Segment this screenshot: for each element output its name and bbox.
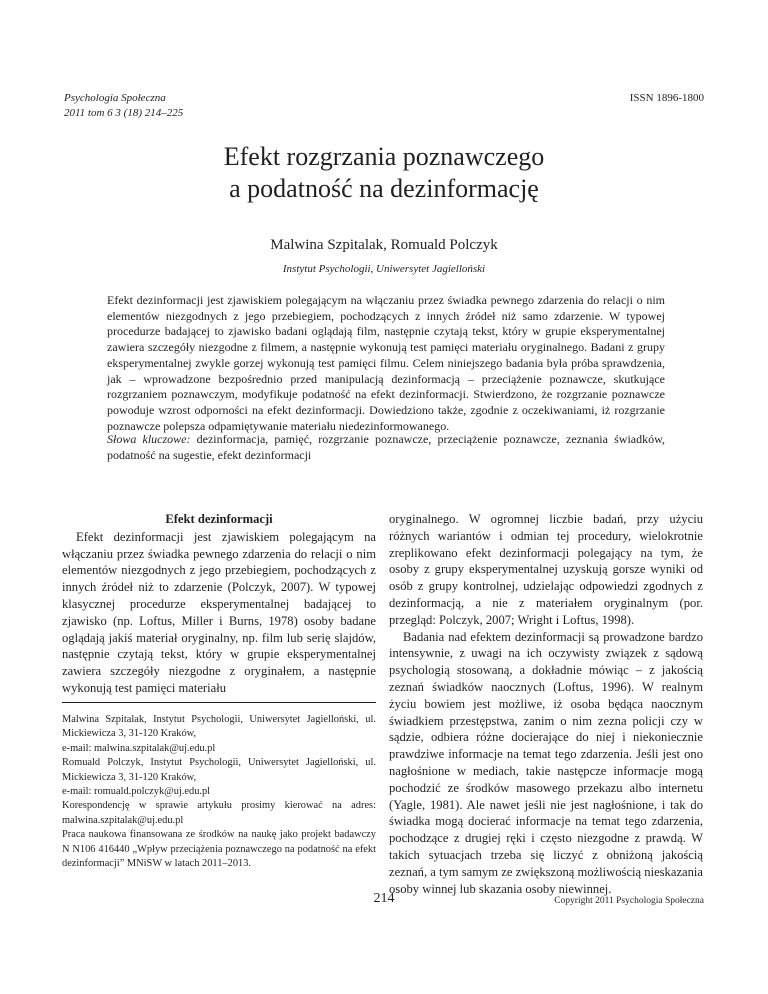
abstract: Efekt dezinformacji jest zjawiskiem polegającym na włączaniu przez świadka pewnego zdarzenia do relacji o nim elementów niezgodnych z jego przebiegiem, pochodzących z innych źródeł niż samo zdarzenie. W typowej procedurze badającej to zjawisko badani oglądają film, następnie czytają tekst, który w grupie eksperymentalnej zawiera szczegóły niezgodne z filmem, a następnie wykonują test pamięci materiału oryginalnego. Badani z grupy eksperymentalnej zwykle gorzej wykonują test pamięci filmu. Celem niniejszego badania była próba sprawdzenia, jak – wprowadzone bezpośrednio przed manipulacją dezinformacją – przeciążenie poznawcze, skutkujące rozgrzaniem poznawczym, modyfikuje podatność na efekt dezinformacji. Stwierdzono, że rozgrzanie poznawcze powoduje wzrost odporności na efekt dezinformacji. Dowiedziono także, zgodnie z oczekiwaniami, iż rozgrzanie poznawcze polepsza odpamiętywanie materiału niedezinformowanego. xyxy=(107,293,665,433)
journal-name: Psychologia Społeczna xyxy=(64,92,166,104)
affiliation: Instytut Psychologii, Uniwersytet Jagielloński xyxy=(282,263,486,275)
authors: Malwina Szpitalak, Romuald Polczyk xyxy=(270,237,498,253)
journal-info xyxy=(64,91,183,121)
footnote xyxy=(62,713,376,871)
copyright: Copyright 2011 Psychologia Społeczna xyxy=(554,896,704,906)
footnote-line: Praca naukowa finansowana ze środków na naukę jako projekt badawczy N N106 416440 „Wpływ przeciążenia poznawczego na podatność na efekt dezinformacji” MNiSW w latach 2011–2013. xyxy=(62,829,376,870)
footnote-line: Korespondencję w sprawie artykułu prosimy kierować na adres: malwina.szpitalak@uj.edu.pl xyxy=(62,800,376,826)
footnote-divider xyxy=(62,702,376,703)
left-column xyxy=(62,511,376,697)
right-column-paragraph-1: oryginalnego. W ogromnej liczbie badań, przy użyciu różnych wariantów i odmian tej procedury, wielokrotnie zreplikowano efekt dezinformacji polegający na tym, że osoby z grupy eksperymentalnej uzyskują gorsze wyniki od osób z grupy kontrolnej, udzielając odpowiedzi zgodnych z dezinformacją, a nie z materiałem oryginalnym (por. przegląd: Polczyk, 2007; Wright i Loftus, 1998). xyxy=(389,512,703,627)
article-title xyxy=(0,141,768,205)
page-number: 214 xyxy=(373,891,395,906)
issn: ISSN 1896-1800 xyxy=(629,92,704,104)
journal-volume: 2011 tom 6 3 (18) 214–225 xyxy=(64,107,184,119)
left-column-paragraph: Efekt dezinformacji jest zjawiskiem polegającym na włączaniu przez świadka pewnego zdarzenia do relacji o nim elementów niezgodnych z jego przebiegiem, pochodzących z innych źródeł niż to zdarzenie (Polczyk, 2007). W typowej klasycznej procedurze eksperymentalnej badającej to zjawisko (np. Loftus, Miller i Burns, 1978) osoby badane oglądają jakiś materiał oryginalny, np. film lub serię slajdów, następnie czytają tekst, który w grupie eksperymentalnej zawiera szczegóły niezgodne z oryginałem, a następnie wykonują test pamięci materiału xyxy=(62,529,376,695)
footnote-line: Romuald Polczyk, Instytut Psychologii, Uniwersytet Jagielloński, ul. Mickiewicza 3, 31-120 Kraków, xyxy=(62,757,376,783)
footnote-line: e-mail: romuald.polczyk@uj.edu.pl xyxy=(62,786,211,798)
footnote-line: e-mail: malwina.szpitalak@uj.edu.pl xyxy=(62,742,216,754)
keywords-label: Słowa kluczowe: xyxy=(107,432,191,446)
section-title: Efekt dezinformacji xyxy=(165,512,273,526)
footnote-line: Malwina Szpitalak, Instytut Psychologii, Uniwersytet Jagielloński, ul. Mickiewicza 3, 31-120 Kraków, xyxy=(62,714,376,740)
article-title-line1: Efekt rozgrzania poznawczego xyxy=(223,142,545,171)
right-column xyxy=(389,511,703,897)
keywords xyxy=(107,432,665,463)
right-column-paragraph-2: Badania nad efektem dezinformacji są prowadzone bardzo intensywnie, z uwagi na ich oczywisty związek z sądową psychologią stosowaną, a dokładnie mówiąc – z jakością zeznań świadków naocznych (Loftus, 1996). W realnym życiu bowiem jest możliwe, iż osoba będąca naocznym świadkiem przestępstwa, zanim o nim zezna policji czy w sądzie, odbiera różne docierające do niej i niekoniecznie prawdziwe informacje na temat tego zdarzenia. Jeśli jest ono nagłośnione w mediach, takie następcze informacje mogą pochodzić ze środków masowego przekazu albo internetu (Yagle, 1981). Ale nawet jeśli nie jest nagłośnione, i tak do świadka mogą docierać informacje na temat tego zdarzenia, pochodzące z drugiej ręki i często niezgodne z prawdą. W takich sytuacjach trzeba się liczyć z obniżoną jakością zeznań, a tym samym ze zwiększoną możliwością nieskazania osoby winnej lub skazania osoby niewinnej. xyxy=(389,629,704,896)
article-title-line2: a podatność na dezinformację xyxy=(229,174,539,203)
keywords-text: dezinformacja, pamięć, rozgrzanie poznawcze, przeciążenie poznawcze, zeznania świadków, podatność na sugestie, efekt dezinformacji xyxy=(107,432,666,462)
